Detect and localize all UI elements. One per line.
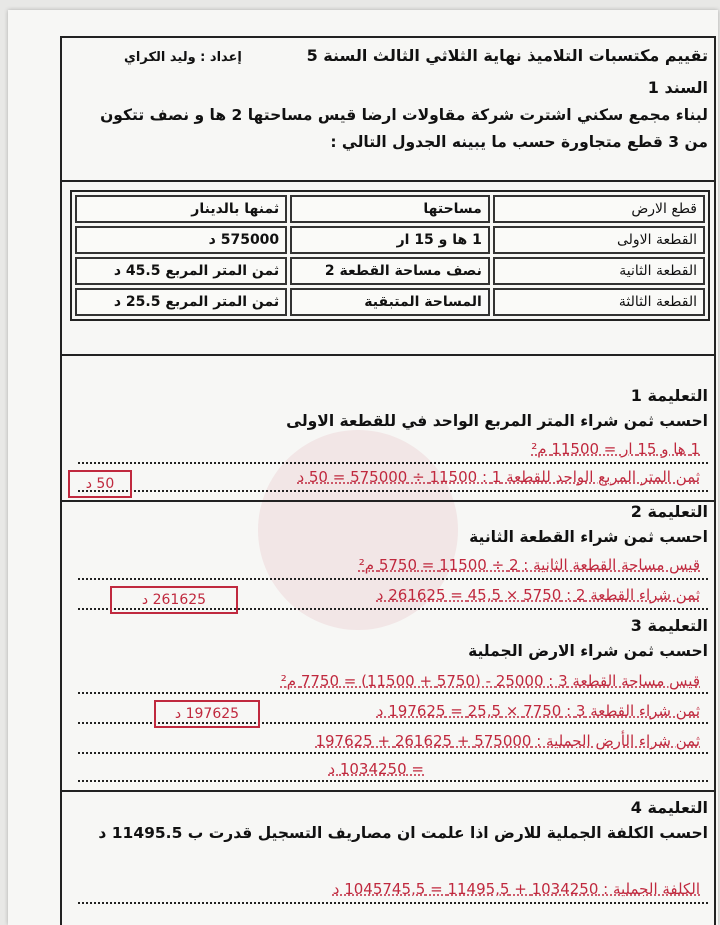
task-3-answer: ثمن شراء القطعة 3 : 7750 × 25,5 = 197625 د — [376, 702, 700, 720]
answer-line — [78, 902, 708, 904]
task-3-answer: = 1034250 د — [328, 760, 424, 778]
task-4-title: التعليمة 4 — [630, 798, 708, 817]
table-header: ثمنها بالدينار — [75, 195, 287, 223]
divider — [62, 790, 714, 792]
task-3-title: التعليمة 3 — [630, 616, 708, 635]
worksheet-frame — [60, 36, 716, 925]
intro-paragraph: لبناء مجمع سكني اشترت شركة مقاولات ارضا قيس مساحتها 2 ها و نصف تتكون من 3 قطع متجاورة حسب ما يبينه الجدول التالي : — [100, 106, 708, 151]
table-cell: ثمن المتر المربع 45.5 د — [75, 257, 287, 285]
table-cell: المساحة المتبقية — [290, 288, 490, 316]
table-cell: 1 ها و 15 ار — [290, 226, 490, 254]
sanad-label: السند 1 — [647, 78, 708, 97]
answer-line — [78, 578, 708, 580]
task-1-question: احسب ثمن شراء المتر المربع الواحد في للقطعة الاولى — [286, 412, 708, 430]
table-header-row — [75, 195, 705, 223]
answer-line — [78, 780, 708, 782]
task-1-answer: ثمن المتر المربع الواحد للقطعة 1 : 11500 ÷ 575000 = 50 د — [297, 468, 700, 486]
task-2-question: احسب ثمن شراء القطعة الثانية — [469, 528, 708, 546]
table-cell: القطعة الثانية — [493, 257, 705, 285]
table-row — [75, 257, 705, 285]
table-cell: نصف مساحة القطعة 2 — [290, 257, 490, 285]
answer-line — [78, 462, 708, 464]
task-4-answer: الكلفة الجملية : 1034250 + 11495,5 = 1045745,5 د — [332, 880, 700, 898]
divider — [62, 354, 714, 356]
task-3-answer: ثمن شراء الأرض الجملية : 575000 + 261625 + 197625 — [315, 732, 700, 750]
task-4-question: احسب الكلفة الجملية للارض اذا علمت ان مصاريف التسجيل قدرت ب 11495.5 د — [98, 824, 708, 842]
table-header: قطع الارض — [493, 195, 705, 223]
worksheet-page — [8, 10, 718, 925]
answer-line — [78, 752, 708, 754]
divider — [62, 180, 714, 182]
table-cell: 575000 د — [75, 226, 287, 254]
task-2-title: التعليمة 2 — [630, 502, 708, 521]
table-row — [75, 288, 705, 316]
answer-line — [78, 692, 708, 694]
table-header: مساحتها — [290, 195, 490, 223]
table-cell: القطعة الاولى — [493, 226, 705, 254]
task-3-answer: قيس مساحة القطعة 3 : 25000 - (5750 + 11500) = 7750 م² — [280, 672, 700, 690]
task-2-answer: ثمن شراء القطعة 2 : 5750 × 45,5 = 261625 د — [376, 586, 700, 604]
page-title: تقييم مكتسبات التلاميذ نهاية الثلاثي الثالث السنة 5 — [306, 46, 708, 65]
divider — [62, 500, 714, 502]
land-parcels-table — [70, 190, 710, 321]
task-1-title: التعليمة 1 — [630, 386, 708, 405]
boxed-result: 50 د — [68, 470, 132, 498]
table-cell: ثمن المتر المربع 25.5 د — [75, 288, 287, 316]
table-cell: القطعة الثالثة — [493, 288, 705, 316]
author-credit: إعداد : وليد الكراي — [124, 50, 242, 65]
table-row — [75, 226, 705, 254]
answer-line — [78, 490, 708, 492]
task-3-question: احسب ثمن شراء الارض الجملية — [468, 642, 708, 660]
boxed-result: 261625 د — [110, 586, 238, 614]
boxed-result: 197625 د — [154, 700, 260, 728]
task-1-answer: 1 ها و 15 ار = 11500 م² — [531, 440, 700, 458]
task-2-answer: قيس مساحة القطعة الثانية : 2 ÷ 11500 = 5750 م² — [358, 556, 700, 574]
